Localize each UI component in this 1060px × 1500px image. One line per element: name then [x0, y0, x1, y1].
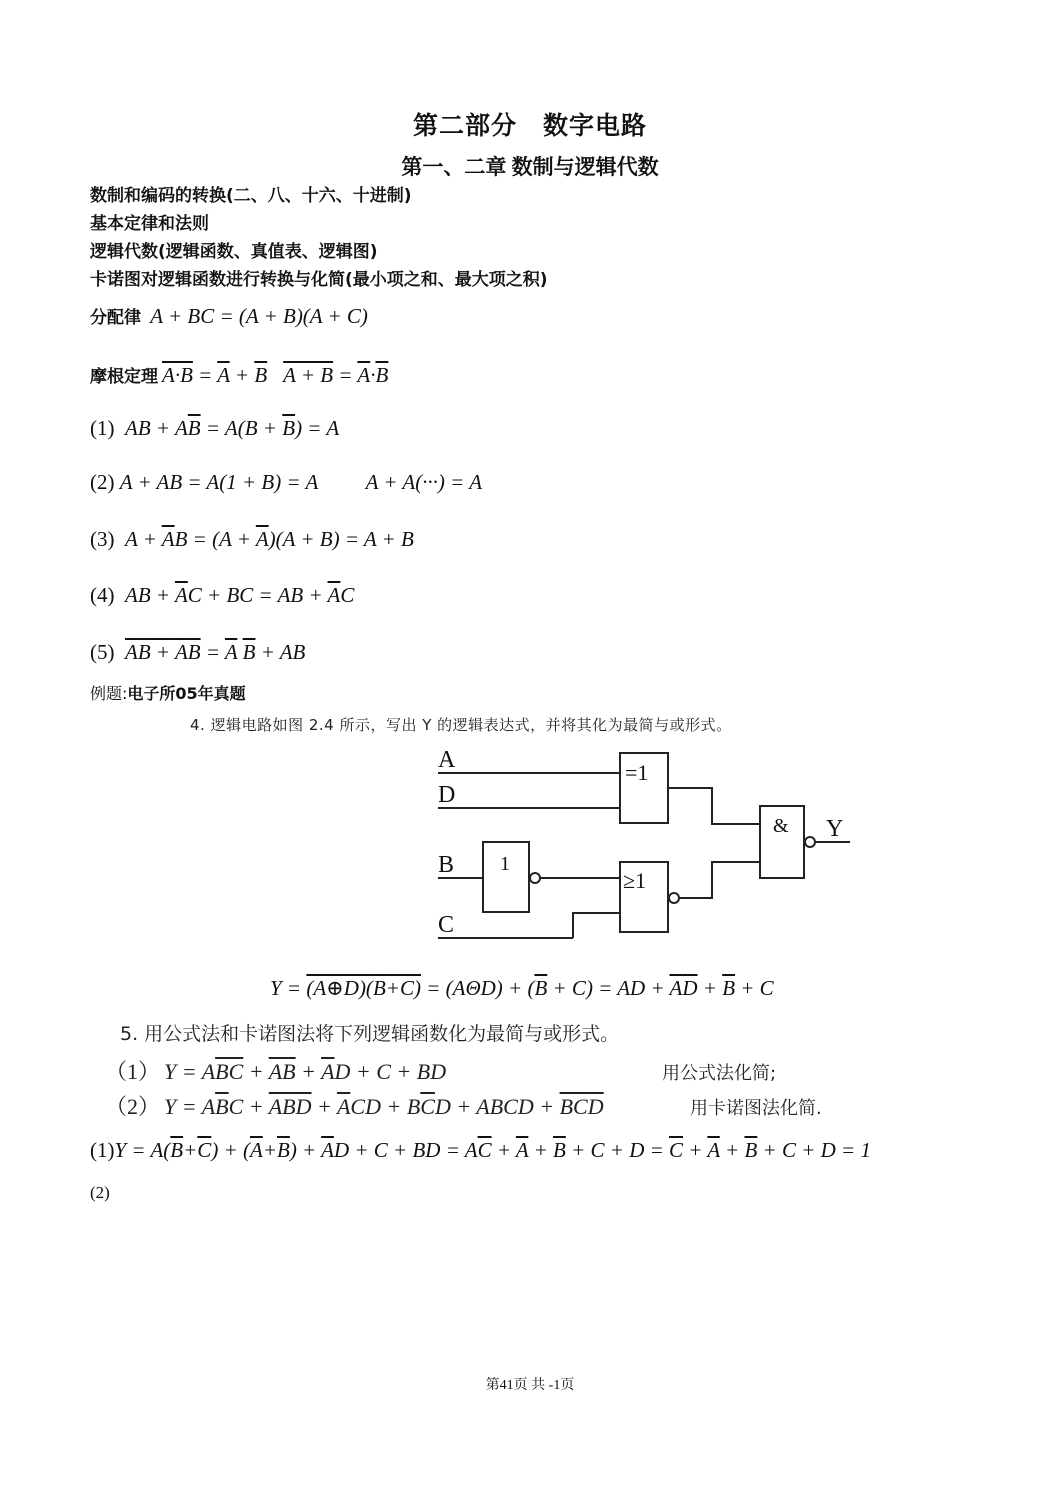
answer-5-2: (2): [90, 1183, 110, 1202]
q5-method-1: 用公式法化简;: [662, 1063, 777, 1084]
answer-5-1: $(1)Y = A(\overline{B}+\overline{C}) + (\overline{A}+\overline{B}) + \overline{A}D + C$ + BD = $A\overline{C} + \overline{A} + \overline{B} + C + D = \overline{C} + \overline{A} + \overline{B} + C + D = 1$: [90, 1138, 871, 1162]
demorgan-formula-1: $A\cdot B = \overline{A} + \overline{B}$: [162, 363, 268, 387]
distributive-label: 分配律: [90, 308, 141, 328]
output-label-y: Y: [826, 816, 844, 842]
demorgan-formula-2: $A + B = \overline{A}\cdot\overline{B}$: [283, 363, 389, 387]
rule-1: (1) AB + $A\overline{B} = A(B + \overline{B}) = A$: [90, 416, 340, 440]
rule-5: (5) AB + AB = $\overline{A}$ $\overline{B}$ + AB: [90, 640, 306, 664]
input-label-b: B: [438, 852, 455, 878]
demorgan-label: 摩根定理: [90, 367, 158, 387]
distributive-formula: A + BC = (A + B)(A + C): [145, 304, 368, 328]
question-5: 5. 用公式法和卡诺图法将下列逻辑函数化为最简与或形式。: [120, 1023, 620, 1045]
example-label: 例题:电子所05年真题: [90, 684, 246, 703]
demorgan-theorem: [90, 362, 388, 388]
q5-item-2: （2） $Y = A\overline{B}C$ + ABD + $\overline{A}CD + B\overline{C}D$ + ABCD + BCD: [105, 1094, 604, 1119]
topic-item: 卡诺图对逻辑函数进行转换与化简(最小项之和、最大项之积): [90, 270, 548, 290]
nor-symbol: ≥1: [623, 868, 647, 893]
rule-4: (4) AB + $\overline{A}C$ + BC = AB + $\overline{A}C$: [90, 583, 355, 607]
not-symbol: 1: [500, 853, 510, 875]
nand-symbol: &: [773, 815, 789, 837]
topic-item: 逻辑代数(逻辑函数、真值表、逻辑图): [90, 242, 378, 262]
rule-2: (2) A + AB = A(1 + B) = A A + A(···) = A: [90, 470, 483, 494]
logic-circuit-diagram: [420, 738, 870, 948]
q5-method-2: 用卡诺图法化简.: [690, 1098, 822, 1119]
example-source: 电子所05年真题: [127, 684, 246, 703]
topic-item: 数制和编码的转换(二、八、十六、十进制): [90, 186, 412, 206]
xnor-symbol: =1: [625, 760, 649, 785]
answer-4: Y = (A⊕D)(B+C) = $(A\Theta D) + (\overline{B} + C)$ = AD + $\overline{A}\overline{D} + \overline{B} + C$: [270, 976, 774, 1000]
chapter-title: 第一、二章 数制与逻辑代数: [401, 155, 659, 179]
wire-c-up: [573, 913, 620, 938]
rule-3: (3) $A + \overline{A}B = (A + \overline{A})(A + B) = A + B$: [90, 527, 414, 551]
page-title: 第二部分 数字电路: [412, 113, 647, 140]
input-label-a: A: [438, 747, 456, 773]
q5-item-1: （1） $Y = A\overline{BC} + \overline{AB} + \overline{A}D + C$ + BD: [105, 1059, 447, 1084]
question-4: 4. 逻辑电路如图 2.4 所示，写出 Y 的逻辑表达式，并将其化为最简与或形式。: [190, 716, 732, 734]
input-label-d: D: [438, 782, 456, 808]
input-label-c: C: [438, 912, 455, 938]
distributive-law: [90, 303, 368, 329]
page-footer: 第41页 共 -1页: [485, 1378, 575, 1393]
topic-item: 基本定律和法则: [90, 214, 209, 234]
